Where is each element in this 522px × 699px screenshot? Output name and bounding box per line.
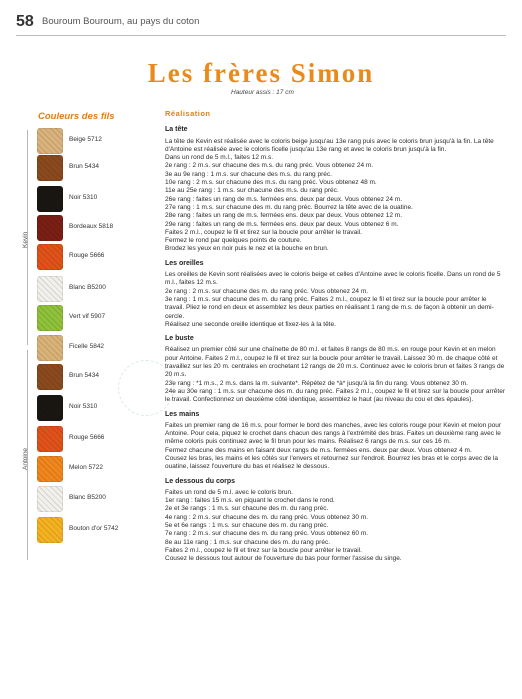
- instruction-line: 10e rang : 2 m.s. sur chacune des m.s. du rang préc. Vous obtenez 48 m.: [165, 179, 377, 187]
- instruction-line: Brodez les yeux en noir puis le nez et la bouche en brun.: [165, 245, 329, 253]
- yarn-label: Blanc B5200: [69, 494, 106, 501]
- yarn-swatch: [37, 215, 63, 241]
- instruction-line: 24e au 30e rang : 1 m.s. sur chacune des m. du rang préc. Faites 2 m.l., coupez le fil et tirez sur la boucle pour arrêter le travail. Confectionnez un deuxième côté identique, assemblez le haut (au niveau du cou et des épaules).: [165, 387, 505, 404]
- instruction-line: 2e rang : 2 m.s. sur chacune des m.s. du rang préc. Vous obtenez 24 m.: [165, 162, 374, 170]
- instruction-section: [165, 478, 505, 564]
- instruction-section: [165, 411, 505, 472]
- instruction-line: Fermez chacune des mains en faisant deux rangs de m.s. fermées ens. deux par deux. Vous obtenez 4 m.: [165, 446, 472, 454]
- instruction-line: 7e rang : 2 m.s. sur chacune des m. du rang préc. Vous obtenez 60 m.: [165, 530, 369, 538]
- instruction-line: Faites un rond de 5 m.l. avec le coloris brun.: [165, 488, 293, 496]
- instruction-line: 1er rang : faites 15 m.s. en piquant le crochet dans le rond.: [165, 497, 335, 505]
- yarn-swatch: [37, 276, 63, 302]
- running-title: Bouroum Bouroum, au pays du coton: [42, 16, 200, 27]
- instructions: [165, 110, 505, 564]
- yarn-label: Ficelle 5842: [69, 343, 105, 350]
- instruction-line: 4e rang : 2 m.s. sur chacune des m. du rang préc. Vous obtenez 30 m.: [165, 513, 369, 521]
- yarn-swatch: [37, 128, 63, 154]
- yarn-swatch: [37, 335, 63, 361]
- yarn-swatch-row: [37, 305, 147, 331]
- yarn-label: Rouge 5666: [69, 434, 105, 441]
- section-heading: Réalisation: [165, 109, 211, 118]
- yarn-swatch-row: [37, 456, 147, 482]
- section-subtitle: La tête: [165, 126, 188, 134]
- page-subtitle: Hauteur assis : 17 cm: [231, 89, 294, 96]
- instruction-line: 29e rang : faites un rang de m.s. fermées ens. deux par deux. Vous obtenez 6 m.: [165, 220, 399, 228]
- yarn-label: Vert vif 5907: [69, 313, 106, 320]
- instruction-line: Cousez les bras, les mains et les côtés sur l'envers et retournez sur l'endroit. Bourrez les bras et le corps avec de la ouatine, laissez l'ouverture du bas et réalisez le dessous.: [165, 454, 499, 471]
- yarn-swatch: [37, 426, 63, 452]
- page-header: [16, 13, 506, 33]
- instruction-line: Dans un rond de 5 m.l., faites 12 m.s.: [165, 154, 274, 162]
- kevin-group-label: Kevin: [22, 231, 29, 248]
- yarn-swatch: [37, 486, 63, 512]
- antoine-group-label: Antoine: [22, 447, 29, 470]
- yarn-swatch-row: [37, 215, 147, 241]
- yarn-swatch-row: [37, 364, 147, 390]
- yarn-swatch-row: [37, 486, 147, 512]
- section-subtitle: Les mains: [165, 410, 200, 418]
- yarn-swatch: [37, 456, 63, 482]
- instruction-line: 27e rang : 1 m.s. sur chacune des m. du rang préc. Bourrez la tête avec de la ouatine.: [165, 203, 413, 211]
- yarn-swatch-row: [37, 186, 147, 212]
- yarn-swatch-row: [37, 276, 147, 302]
- instruction-line: 28e rang : faites un rang de m.s. fermées ens. deux par deux. Vous obtenez 12 m.: [165, 212, 403, 220]
- yarn-swatch: [37, 244, 63, 270]
- yarn-swatch-row: [37, 155, 147, 181]
- yarn-label: Bouton d'or 5742: [69, 525, 119, 532]
- instruction-line: La tête de Kevin est réalisée avec le coloris beige jusqu'au 13e rang puis avec le coloris brun jusqu'à la fin. La tête d'Antoine est réalisée avec le coloris ficelle jusqu'au 13e rang et avec le coloris brun jusqu'à la fin.: [165, 137, 494, 153]
- yarn-label: Rouge 5666: [69, 252, 105, 259]
- instruction-section: [165, 126, 505, 253]
- yarn-swatch-row: [37, 128, 147, 154]
- yarn-label: Blanc B5200: [69, 284, 106, 291]
- header-divider: [16, 35, 506, 36]
- yarn-swatch: [37, 364, 63, 390]
- yarn-label: Brun 5434: [69, 372, 99, 379]
- instruction-line: Fermez le rond par quelques points de couture.: [165, 237, 302, 245]
- instruction-line: 26e rang : faites un rang de m.s. fermées ens. deux par deux. Vous obtenez 24 m.: [165, 195, 403, 203]
- yarn-label: Noir 5310: [69, 403, 98, 410]
- instruction-line: 2e et 3e rangs : 1 m.s. sur chacune des m. du rang préc.: [165, 505, 329, 513]
- yarn-swatch-row: [37, 244, 147, 270]
- instruction-line: Cousez le dessous tout autour de l'ouverture du bas pour former l'assise du singe.: [165, 555, 402, 563]
- section-subtitle: Le buste: [165, 335, 194, 343]
- yarn-label: Beige 5712: [69, 136, 102, 143]
- instruction-line: Faites 2 m.l., coupez le fil et tirez sur la boucle pour arrêter le travail.: [165, 228, 362, 236]
- instruction-line: 11e au 25e rang : 1 m.s. sur chacune des m.s. du rang préc.: [165, 187, 339, 195]
- yarn-swatch-row: [37, 335, 147, 361]
- instruction-sections: [165, 126, 505, 563]
- instruction-line: 3e rang : 1 m.s. sur chacune des m. du rang préc. Faites 2 m.l., coupez le fil et tirez sur la boucle pour arrêter le travail. Pliez le rond en deux et assemblez les deux parties en réalisant 1 rang de m.s. de façon à obtenir un demi-cercle.: [165, 295, 494, 320]
- yarn-swatch-row: [37, 517, 147, 543]
- instruction-section: [165, 260, 505, 329]
- yarn-swatch: [37, 395, 63, 421]
- yarn-swatch: [37, 186, 63, 212]
- instruction-line: Réalisez une seconde oreille identique et fixez-les à la tête.: [165, 320, 336, 328]
- page-number: 58: [16, 13, 34, 30]
- yarn-swatch-row: [37, 426, 147, 452]
- yarn-swatch: [37, 517, 63, 543]
- yarn-label: Bordeaux 5818: [69, 223, 114, 230]
- instruction-line: Faites un premier rang de 16 m.s. pour former le bord des manches, avec les coloris rouge pour Kevin et melon pour Antoine. Pour cela, piquez le crochet dans chacun des rangs à l'extrémité des bras. Faites un deuxième rang avec le même coloris puis continuez avec le fil brun pour les mains. Réalisez 6 rangs de m.s. sur ces 16 m.: [165, 421, 502, 446]
- yarn-label: Melon 5722: [69, 464, 103, 471]
- yarn-swatch: [37, 305, 63, 331]
- instruction-line: Faites 2 m.l., coupez le fil et tirez sur la boucle pour arrêter le travail.: [165, 546, 362, 554]
- instruction-section: [165, 335, 505, 404]
- yarn-label: Brun 5434: [69, 163, 99, 170]
- yarn-colors-title: Couleurs des fils: [38, 111, 115, 122]
- yarn-label: Noir 5310: [69, 194, 98, 201]
- instruction-line: Réalisez un premier côté sur une chaînette de 80 m.l. et faites 8 rangs de 80 m.s. en rouge pour Kevin et en melon pour Antoine. Faites 2 m.l., coupez le fil et tirez sur la boucle pour arrêter le travail. Laissez 30 m. de chaque côté et travaillez sur les 20 m. centrales en crochetant 12 rangs de 20 m.s. Continuez avec le coloris brun et faites 3 rangs de 20 m.s.: [165, 346, 505, 379]
- yarn-swatch-row: [37, 395, 147, 421]
- instruction-line: 23e rang : *1 m.s., 2 m.s. dans la m. suivante*. Répétez de *à* jusqu'à la fin du rang. Vous obtenez 30 m.: [165, 379, 468, 387]
- instruction-line: 8e au 11e rang : 1 m.s. sur chacune des m. du rang préc.: [165, 538, 331, 546]
- page-title: Les frères Simon: [147, 58, 375, 88]
- instruction-line: 5e et 6e rangs : 1 m.s. sur chacune des m. du rang préc.: [165, 522, 329, 530]
- instruction-line: Les oreilles de Kevin sont réalisées avec le coloris beige et celles d'Antoine avec le coloris ficelle. Dans un rond de 5 m.l., faites 12 m.s.: [165, 271, 501, 287]
- yarn-swatch: [37, 155, 63, 181]
- instruction-line: 3e au 9e rang : 1 m.s. sur chacune des m.s. du rang préc.: [165, 170, 332, 178]
- section-subtitle: Les oreilles: [165, 259, 204, 267]
- instruction-line: 2e rang : 2 m.s. sur chacune des m. du rang préc. Vous obtenez 24 m.: [165, 287, 369, 295]
- section-subtitle: Le dessous du corps: [165, 477, 236, 485]
